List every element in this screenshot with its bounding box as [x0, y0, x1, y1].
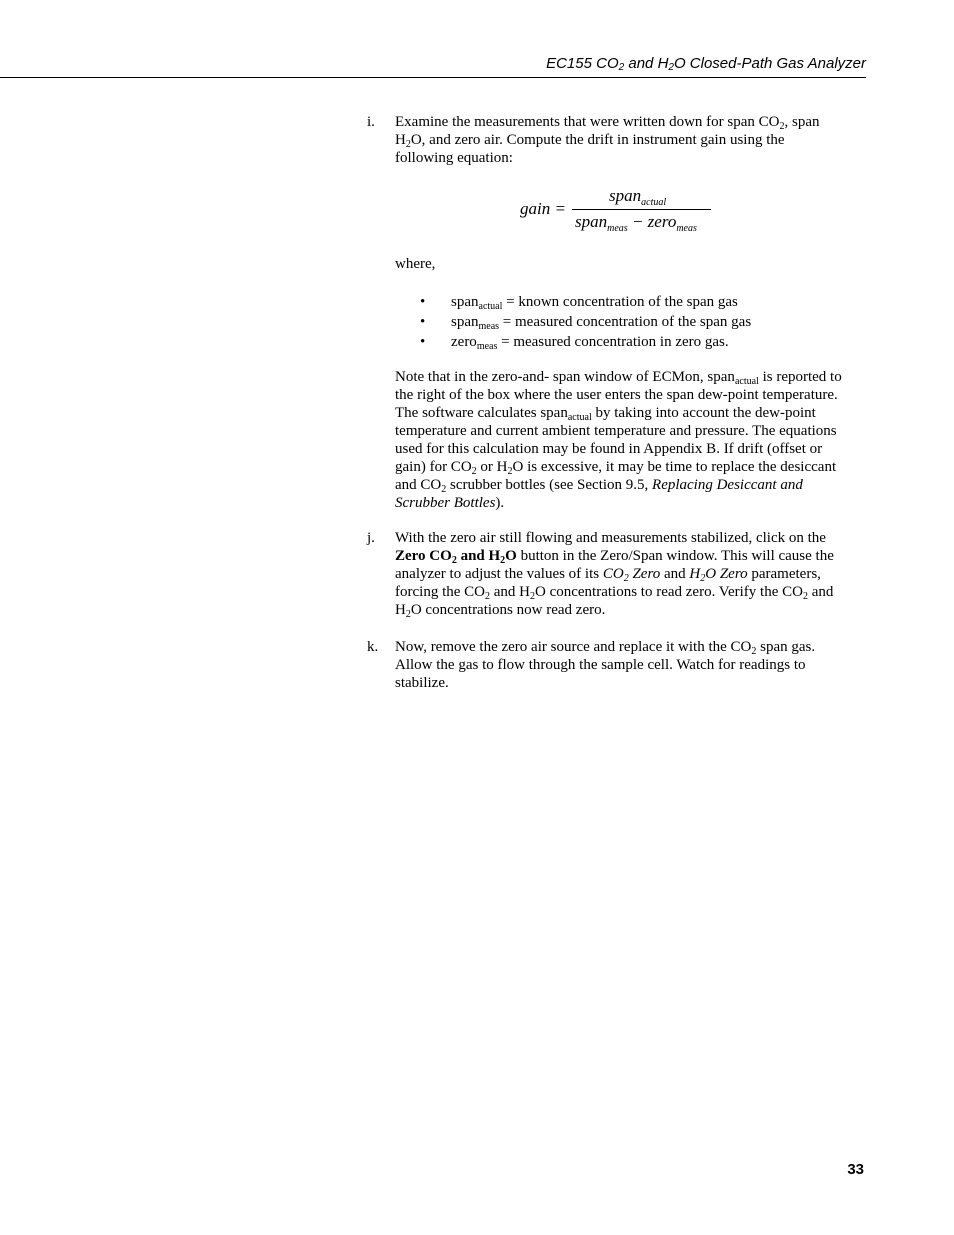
page-number: 33 [847, 1161, 864, 1178]
step-text: Examine the measurements that were written down for span $CO_2$, span $H_2O$, and zero air. Compute the drift in instrument gain using the following equation: [395, 114, 820, 166]
equation-lhs: gain = [520, 199, 566, 218]
step-letter: j. [367, 530, 375, 546]
step-letter: k. [367, 639, 379, 655]
fraction-bar [572, 209, 711, 210]
list-item: • span$_{meas}$ = measured concentration of the span gas [420, 314, 752, 332]
equation-numerator: span$_{actual}$ [609, 186, 667, 208]
bullet-icon: • [420, 294, 426, 310]
list-item: • span$_{actual}$ = known concentration of the span gas [420, 294, 738, 312]
document-title: EC155 $CO_2$ and $H_2O$ Closed-Path Gas Analyzer [546, 55, 866, 73]
where-label: where, [395, 256, 436, 272]
bullet-icon: • [420, 334, 426, 350]
step-text: With the zero air still flowing and measurements stabilized, click on the Zero $CO_2$ and $H_2O$ button in the Zero/Span window. This will cause the analyzer to adjust the values of its $CO_2$ Zero and $H_2O$ Zero parameters, forcing the $CO_2$ and $H_2O$ concentrations to read zero. Verify the $CO_2$ and $H_2O$ concentrations now read zero. [395, 530, 834, 620]
page-header [0, 55, 866, 78]
definition-list [420, 292, 751, 352]
equation-denominator: span$_{meas}$ − zero$_{meas}$ [575, 212, 697, 234]
step-letter: i. [367, 114, 375, 130]
zero-button-ref: Zero $CO_2$ and $H_2O$ [395, 548, 517, 566]
bullet-icon: • [420, 314, 426, 330]
step-text: Now, remove the zero air source and replace it with the $CO_2$ span gas. Allow the gas to flow through the sample cell. Watch for readings to stabilize. [395, 639, 816, 691]
list-item: • zero$_{meas}$ = measured concentration in zero gas. [420, 334, 729, 352]
gain-equation [520, 186, 720, 236]
note-paragraph: Note that in the zero-and- span window of ECMon, span$_{actual}$ is reported to the right of the box where the user enters the span dew-point temperature. The software calculates span$_{actual}$ by taking into account the dew-point temperature and current ambient temperature and pressure. The equations used for this calculation may be found in Appendix B. If drift (offset or gain) for $CO_2$ or $H_2O$ is excessive, it may be time to replace the desiccant and $CO_2$ scrubber bottles (see Section 9.5, Replacing Desiccant and Scrubber Bottles). [395, 369, 842, 511]
